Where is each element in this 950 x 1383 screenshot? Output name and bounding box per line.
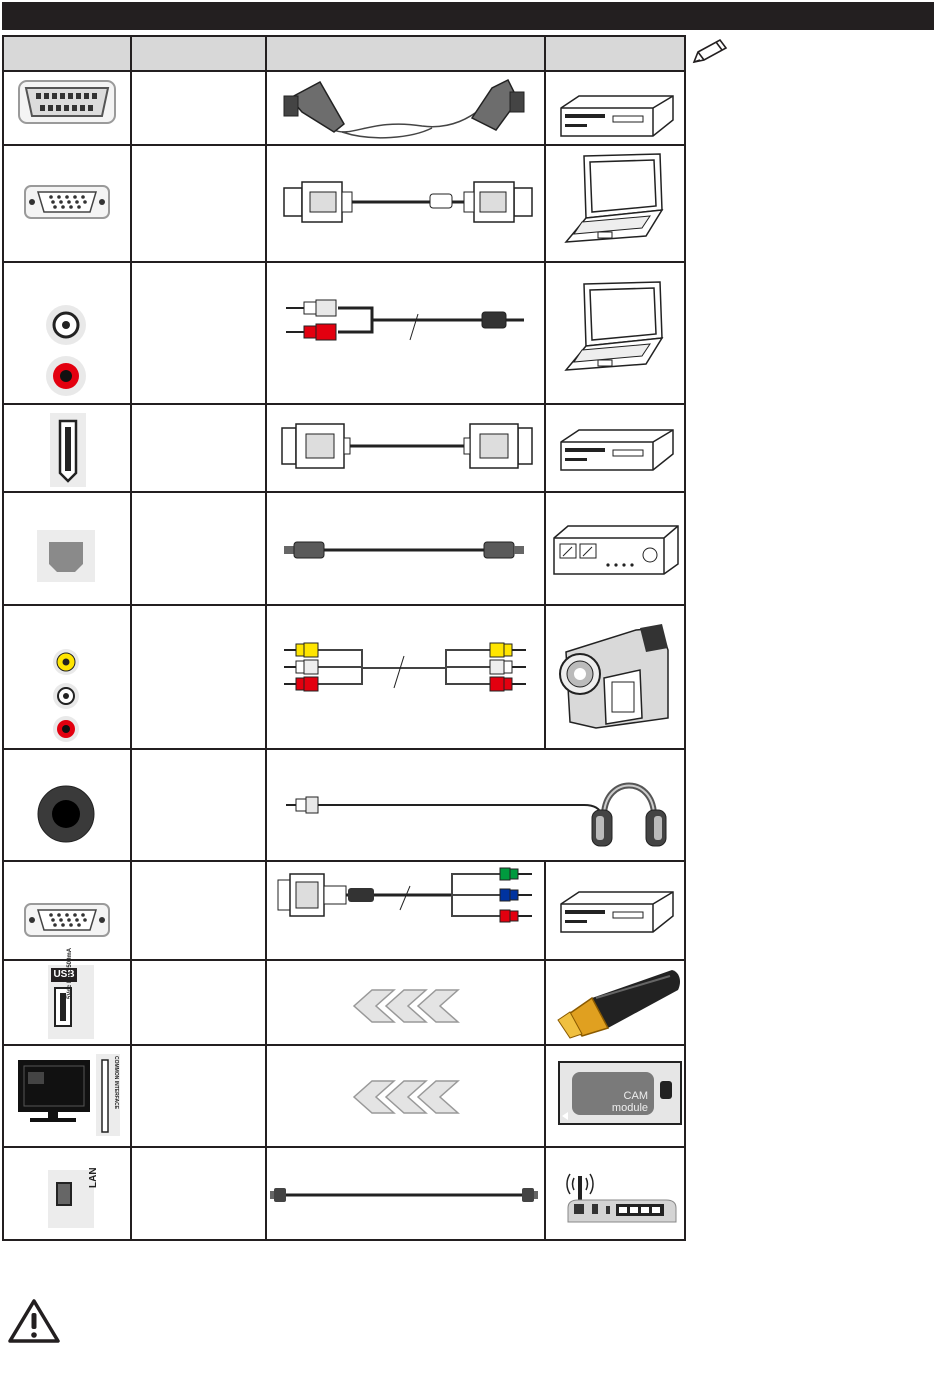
column-divider	[544, 862, 546, 1241]
row-divider	[2, 70, 686, 72]
column-divider	[130, 35, 132, 1241]
dvd-player-icon	[557, 94, 677, 138]
ci-side-text: COMMON INTERFACE	[113, 1056, 119, 1110]
warning-icon	[8, 1298, 60, 1344]
cam-label-panel	[572, 1072, 654, 1115]
optical-port-icon	[37, 530, 95, 582]
audio-rca-ports-icon	[44, 303, 88, 393]
usb-stick-icon	[552, 968, 682, 1038]
pc-audio-cable-icon	[282, 296, 532, 344]
column-divider	[265, 35, 267, 1241]
vga-cable-icon	[282, 178, 532, 226]
column-divider	[544, 35, 546, 750]
headphone-jack-icon	[36, 784, 96, 844]
optical-cable-icon	[284, 538, 530, 562]
lan-label: LAN	[88, 1167, 99, 1188]
pencil-icon	[690, 38, 730, 66]
row-divider	[2, 491, 686, 493]
row-divider	[2, 959, 686, 961]
laptop-icon	[562, 152, 670, 244]
row-divider	[2, 748, 686, 750]
usb-port-panel	[48, 947, 94, 1039]
header-type	[131, 35, 266, 70]
row-divider	[2, 403, 686, 405]
row-divider	[2, 604, 686, 606]
insert-arrows-icon	[350, 988, 460, 1024]
title-bar	[2, 2, 934, 30]
ci-slot-icon	[16, 1054, 122, 1138]
row-divider	[2, 261, 686, 263]
border	[2, 35, 686, 37]
hdmi-port-icon	[50, 413, 86, 487]
header-cables	[266, 35, 545, 70]
header-device	[545, 35, 686, 70]
dvd-player-icon	[557, 890, 677, 934]
lan-port-panel	[48, 1167, 99, 1228]
lan-cable-icon	[270, 1184, 542, 1206]
header-connector	[2, 35, 131, 70]
component-cable-icon	[276, 864, 538, 922]
vga-port-icon	[24, 903, 110, 937]
av-cable-icon	[282, 640, 532, 696]
scart-port-icon	[18, 80, 118, 126]
scart-cable-icon	[282, 78, 532, 146]
av-rca-ports-icon	[52, 648, 80, 744]
cam-text	[612, 1090, 648, 1114]
camcorder-icon	[556, 622, 672, 734]
cam-module-icon	[558, 1061, 682, 1125]
row-divider	[2, 860, 686, 862]
insert-arrows-icon	[350, 1079, 460, 1115]
vga-port-icon	[24, 185, 110, 219]
router-icon	[564, 1158, 678, 1228]
hdmi-cable-icon	[280, 424, 534, 468]
amplifier-icon	[552, 524, 680, 576]
border	[684, 35, 686, 1241]
lan-port-icon	[56, 1182, 72, 1206]
headphone-cable-icon	[284, 768, 674, 858]
dvd-player-icon	[557, 428, 677, 472]
cam-text-line: CAM	[623, 1090, 648, 1102]
border	[2, 1239, 686, 1241]
laptop-icon	[562, 280, 670, 372]
row-divider	[2, 1044, 686, 1046]
usb-rating-text: 5Vdc Max: 500mA	[67, 947, 73, 999]
cam-text-line: module	[611, 1102, 648, 1114]
row-divider	[2, 1146, 686, 1148]
border	[2, 35, 4, 1241]
usb-label: USB	[51, 968, 77, 982]
